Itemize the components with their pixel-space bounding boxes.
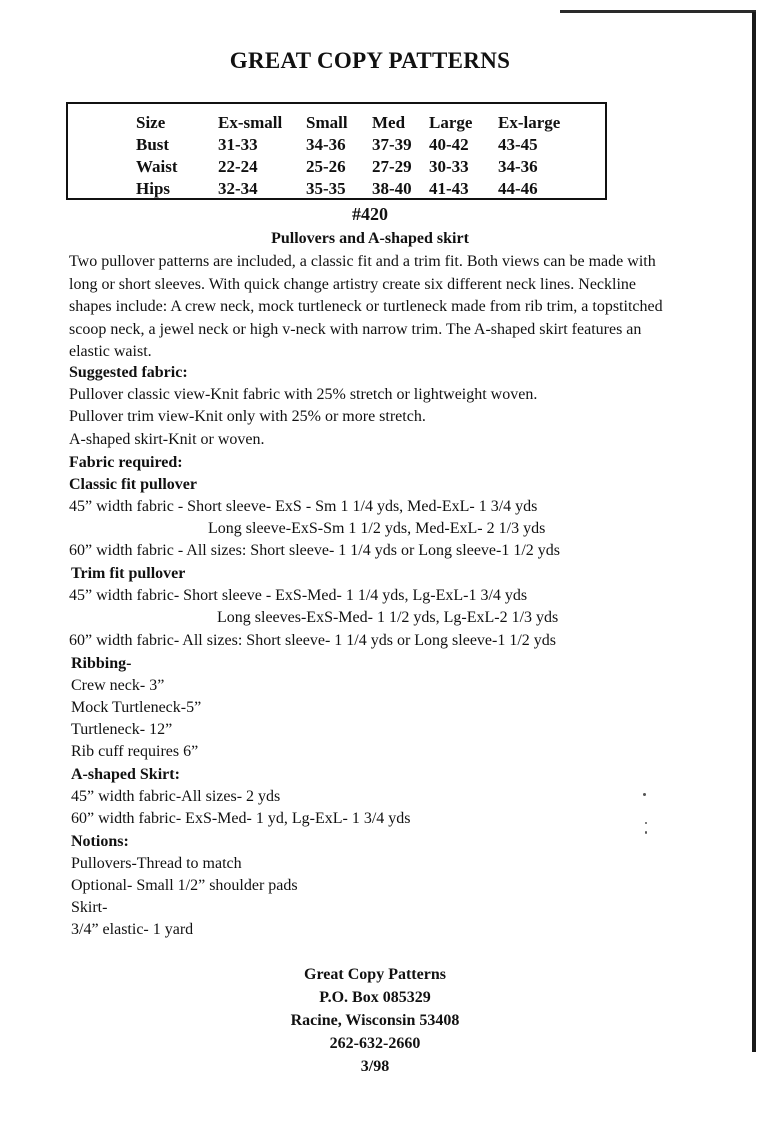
classic-fit-line: 45” width fabric - Short sleeve- ExS - Sm 1 1/4 yds, Med-ExL- 1 3/4 yds [69,498,538,515]
size-chart-cell: Large [429,113,473,132]
skirt-line: 60” width fabric- ExS-Med- 1 yd, Lg-ExL- 1 3/4 yds [71,810,411,827]
size-chart-table [136,112,568,200]
classic-fit-line: 60” width fabric - All sizes: Short sleeve- 1 1/4 yds or Long sleeve-1 1/2 yds [69,542,561,559]
size-chart-cell: 25-26 [306,157,346,176]
size-chart-row [136,134,568,156]
size-chart-row [136,178,568,200]
document-date: 3/98 [360,1058,390,1075]
size-chart-cell: 31-33 [218,135,258,154]
scan-speck [643,793,646,796]
size-chart-cell: 41-43 [429,179,469,198]
size-chart-cell: 22-24 [218,157,258,176]
suggested-fabric-heading: Suggested fabric: [69,364,188,381]
size-chart-cell: 34-36 [498,157,538,176]
size-chart-row-label: Hips [136,179,171,198]
trim-fit-line: 45” width fabric- Short sleeve - ExS-Med- 1 1/4 yds, Lg-ExL-1 3/4 yds [69,587,528,604]
size-chart-cell: Med [372,113,406,132]
size-chart-row-label: Size [136,113,166,132]
company-city: Racine, Wisconsin 53408 [290,1012,460,1029]
size-chart-cell: 44-46 [498,179,538,198]
size-chart-cell: 35-35 [306,179,346,198]
skirt-line: 45” width fabric-All sizes- 2 yds [71,788,281,805]
size-chart-cell: Small [306,113,348,132]
classic-fit-line: Long sleeve-ExS-Sm 1 1/2 yds, Med-ExL- 2 1/3 yds [208,520,546,537]
notions-line: Optional- Small 1/2” shoulder pads [71,877,298,894]
suggested-fabric-line: A-shaped skirt-Knit or woven. [69,431,265,448]
document-title: GREAT COPY PATTERNS [229,48,511,73]
size-chart-cell: 40-42 [429,135,469,154]
size-chart-cell: Ex-large [498,113,561,132]
notions-line: Pullovers-Thread to match [71,855,242,872]
ribbing-line: Rib cuff requires 6” [71,743,199,760]
notions-heading: Notions: [71,833,129,850]
pattern-subtitle: Pullovers and A-shaped skirt [271,230,469,247]
size-chart-cell: 37-39 [372,135,412,154]
size-chart-box [66,102,607,200]
pattern-description: Two pullover patterns are included, a classic fit and a trim fit. Both views can be made with long or short sleeves. With quick change artistry create six different neck lines. Neckline shapes include: A crew neck, mock turtleneck or turtleneck made from rib trim, a topstitched scoop neck, a jewel neck or high v-neck with narrow trim. The A-shaped skirt features an elastic waist. [69,253,663,361]
scan-speck [645,831,647,834]
size-chart-row [136,156,568,178]
size-chart-header-row [136,112,568,134]
size-chart-cell: Ex-small [218,113,283,132]
notions-line: 3/4” elastic- 1 yard [71,921,194,938]
size-chart-cell: 27-29 [372,157,412,176]
company-name: Great Copy Patterns [304,966,446,983]
company-phone: 262-632-2660 [329,1035,421,1052]
notions-line: Skirt- [71,899,108,916]
suggested-fabric-line: Pullover classic view-Knit fabric with 25% stretch or lightweight woven. [69,386,538,403]
size-chart-cell: 32-34 [218,179,258,198]
trim-fit-heading: Trim fit pullover [71,565,186,582]
size-chart-cell: 38-40 [372,179,412,198]
ribbing-line: Crew neck- 3” [71,677,165,694]
company-po-box: P.O. Box 085329 [319,989,431,1006]
scan-edge-right [752,12,756,1052]
ribbing-line: Turtleneck- 12” [71,721,173,738]
trim-fit-line: 60” width fabric- All sizes: Short sleeve- 1 1/4 yds or Long sleeve-1 1/2 yds [69,632,557,649]
fabric-required-heading: Fabric required: [69,454,183,471]
scan-speck [645,822,647,824]
suggested-fabric-line: Pullover trim view-Knit only with 25% or more stretch. [69,408,426,425]
skirt-heading: A-shaped Skirt: [71,766,180,783]
size-chart-row-label: Waist [136,157,178,176]
ribbing-line: Mock Turtleneck-5” [71,699,202,716]
size-chart-cell: 30-33 [429,157,469,176]
classic-fit-heading: Classic fit pullover [69,476,197,493]
company-footer [0,963,750,1078]
size-chart-row-label: Bust [136,135,170,154]
ribbing-heading: Ribbing- [71,655,132,672]
trim-fit-line: Long sleeves-ExS-Med- 1 1/2 yds, Lg-ExL-2 1/3 yds [217,609,559,626]
size-chart-cell: 34-36 [306,135,346,154]
size-chart-cell: 43-45 [498,135,538,154]
scan-edge-top [560,10,756,13]
pattern-number: #420 [352,204,388,224]
